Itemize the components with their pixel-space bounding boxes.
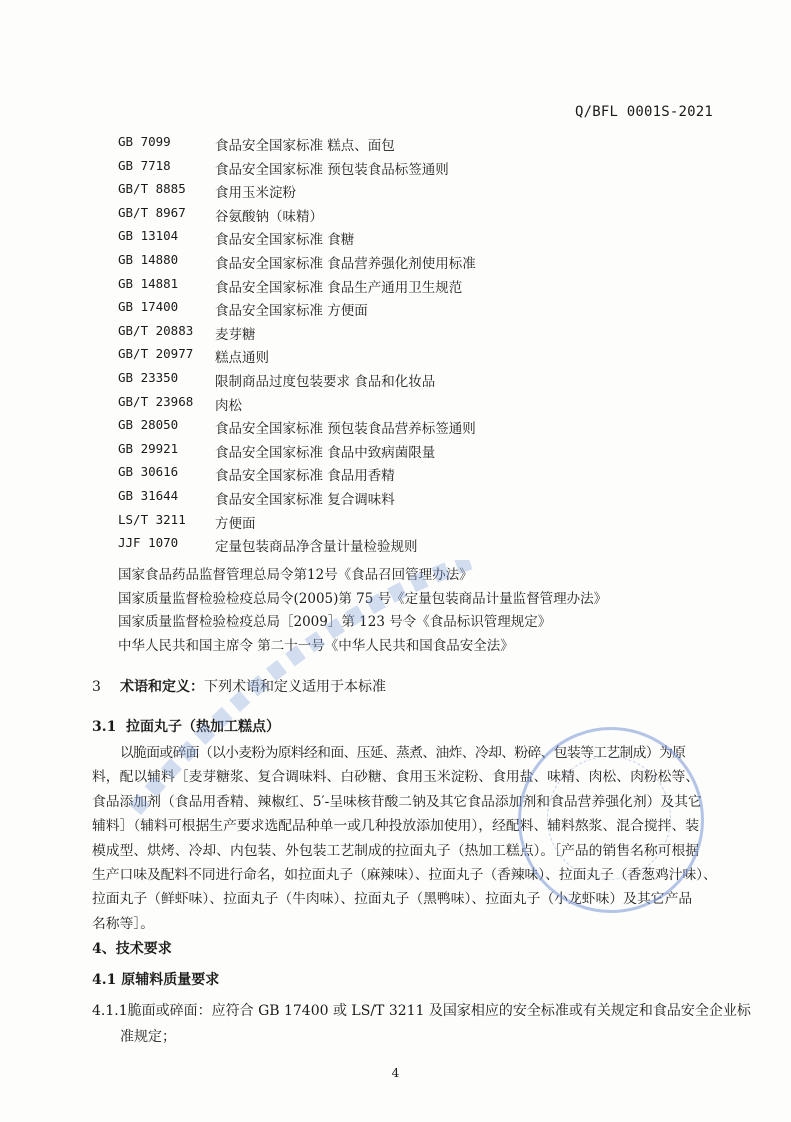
reference-code: GB/T 23968 xyxy=(118,393,194,409)
reference-code: GB 29921 xyxy=(118,440,179,456)
reference-title: 谷氨酸钠（味精） xyxy=(215,208,323,225)
law-reference: 国家质量监督检验检疫总局令(2005)第 75 号《定量包装商品计量监督管理办法》 xyxy=(118,590,608,607)
reference-title: 食品安全国家标准 食品生产通用卫生规范 xyxy=(215,279,463,296)
section-text: 下列术语和定义适用于本标准 xyxy=(204,679,386,695)
section-number: 3 xyxy=(92,679,101,695)
item-number: 4.1.1 xyxy=(92,1003,128,1019)
reference-code: GB 14880 xyxy=(118,252,179,267)
reference-title: 食用玉米淀粉 xyxy=(215,185,296,202)
section-4-heading: 4、技术要求 xyxy=(92,941,172,957)
item-4-1-1 xyxy=(92,1000,751,1020)
doc-code: Q/BFL 0001S-2021 xyxy=(574,104,713,120)
reference-title: 食品安全国家标准 食品中致病菌限量 xyxy=(215,444,436,461)
reference-code: GB 31644 xyxy=(118,488,179,503)
definition-line: 拉面丸子（鲜虾味）、拉面丸子（牛肉味）、拉面丸子（黑鸭味）、拉面丸子（小龙虾味）及其它产品 xyxy=(92,891,693,908)
reference-title: 食品安全国家标准 方便面 xyxy=(215,303,368,320)
reference-title: 食品安全国家标准 食糖 xyxy=(215,232,355,249)
reference-code: GB 14881 xyxy=(118,275,179,291)
reference-code: LS/T 3211 xyxy=(118,511,186,527)
reference-code: GB/T 8967 xyxy=(118,204,186,220)
law-reference: 国家食品药品监督管理总局令第12号《食品召回管理办法》 xyxy=(118,567,473,583)
reference-code: GB 23350 xyxy=(118,370,179,385)
definition-line: 名称等］。 xyxy=(92,915,155,932)
reference-title: 糕点通则 xyxy=(215,350,269,367)
reference-code: GB 28050 xyxy=(118,417,179,433)
reference-title: 食品安全国家标准 预包装食品标签通则 xyxy=(215,161,449,178)
definition-line: 食品添加剂（食品用香精、辣椒红、5′-呈味核苷酸二钠及其它食品添加剂和食品营养强化剂）及其它 xyxy=(92,793,702,810)
reference-title: 食品安全国家标准 预包装食品营养标签通则 xyxy=(215,421,476,438)
reference-code: GB/T 20977 xyxy=(118,346,194,362)
reference-code: GB 7718 xyxy=(118,157,171,173)
reference-code: GB 7099 xyxy=(118,134,171,149)
seal-inner-ring xyxy=(547,756,671,880)
definition-line: 料，配以辅料［麦芽糖浆、复合调味料、白砂糖、食用玉米淀粉、食用盐、味精、肉松、肉粉松等、 xyxy=(92,769,700,786)
reference-code: JJF 1070 xyxy=(118,535,179,551)
reference-title: 食品安全国家标准 糕点、面包 xyxy=(215,138,395,154)
definition-line: 模成型、烘烤、冷却、内包装、外包装工艺制成的拉面丸子（热加工糕点）。［产品的销售名称可根据 xyxy=(92,842,700,859)
company-seal xyxy=(518,727,704,913)
section-4-1-heading: 4.1 原辅料质量要求 xyxy=(92,972,220,988)
reference-code: GB 17400 xyxy=(118,299,179,315)
definition-line: 生产口味及配料不同进行命名，如拉面丸子（麻辣味）、拉面丸子（香辣味）、拉面丸子（香葱鸡汁味）、 xyxy=(92,867,717,884)
law-reference: 中华人民共和国主席令 第二十一号《中华人民共和国食品安全法》 xyxy=(118,637,514,654)
reference-code: GB 13104 xyxy=(118,228,179,244)
item-text-line: 脆面或碎面：应符合 GB 17400 或 LS/T 3211 及国家相应的安全标准或有关规定和食品安全企业标 xyxy=(127,1003,751,1019)
section-number: 3.1 xyxy=(92,719,117,735)
reference-title: 定量包装商品净含量计量检验规则 xyxy=(215,539,418,556)
reference-title: 方便面 xyxy=(215,515,256,532)
page-number: 4 xyxy=(391,1066,400,1080)
reference-title: 限制商品过度包装要求 食品和化妆品 xyxy=(215,374,436,390)
law-reference: 国家质量监督检验检疫总局［2009］第 123 号令《食品标识管理规定》 xyxy=(118,614,552,631)
item-4-1-1-continuation: 准规定； xyxy=(120,1029,176,1045)
section-title: 术语和定义： xyxy=(120,679,204,695)
reference-code: GB 30616 xyxy=(118,464,179,480)
reference-title: 麦芽糖 xyxy=(215,326,256,343)
reference-code: GB/T 8885 xyxy=(118,181,186,197)
reference-title: 食品安全国家标准 复合调味料 xyxy=(215,492,395,508)
reference-title: 食品安全国家标准 食品营养强化剂使用标准 xyxy=(215,256,476,272)
reference-code: GB/T 20883 xyxy=(118,322,194,338)
section-3-1-heading xyxy=(92,716,280,736)
reference-title: 肉松 xyxy=(215,397,242,414)
section-title: 拉面丸子（热加工糕点） xyxy=(126,719,280,735)
definition-line: 以脆面或碎面（以小麦粉为原料经和面、压延、蒸煮、油炸、冷却、粉碎、包装等工艺制成）为原 xyxy=(120,745,686,761)
section-3-heading xyxy=(92,676,386,696)
reference-title: 食品安全国家标准 食品用香精 xyxy=(215,468,395,485)
definition-line: 辅料］（辅料可根据生产要求选配品种单一或几种投放添加使用），经配料、辅料熬浆、混合搅拌、装 xyxy=(92,818,700,835)
